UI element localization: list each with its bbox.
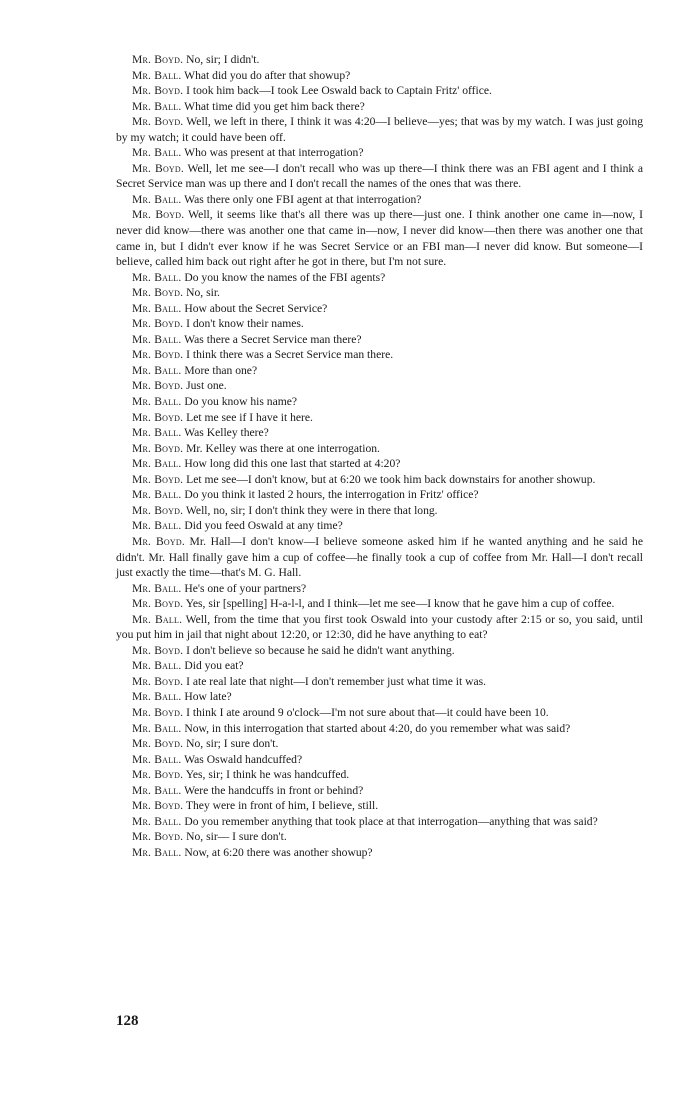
testimony-text: Let me see if I have it here. xyxy=(186,410,313,424)
speaker-label: Mr. Ball. xyxy=(132,519,182,533)
speaker-label: Mr. Ball. xyxy=(132,192,182,206)
testimony-text: Well, it seems like that's all there was up there—just one. I think another one came in—now, I never did know—there was another one that came in—now, I never did know—then there was another one that came in, but I didn't ever know if he was Secret Service or an FBI man—I never did know. But someone—I believe, called him back out right after he got in there, but I'm not sure. xyxy=(116,208,643,269)
speaker-label: Mr. Boyd. xyxy=(132,705,184,719)
transcript-paragraph xyxy=(116,581,643,597)
testimony-text: How long did this one last that started at 4:20? xyxy=(184,457,401,471)
speaker-label: Mr. Ball. xyxy=(132,488,182,502)
transcript-paragraph xyxy=(116,689,643,705)
testimony-text: Now, in this interrogation that started about 4:20, do you remember what was said? xyxy=(184,721,571,735)
testimony-text: Let me see—I don't know, but at 6:20 we took him back downstairs for another showup. xyxy=(186,472,596,486)
transcript-paragraph xyxy=(116,783,643,799)
page-number: 128 xyxy=(116,1013,139,1029)
transcript-paragraph xyxy=(116,410,643,426)
speaker-label: Mr. Boyd. xyxy=(132,737,184,751)
testimony-text: Just one. xyxy=(186,379,227,393)
speaker-label: Mr. Boyd. xyxy=(132,379,184,393)
speaker-label: Mr. Boyd. xyxy=(132,768,184,782)
speaker-label: Mr. Ball. xyxy=(132,301,182,315)
testimony-text: Who was present at that interrogation? xyxy=(184,146,364,160)
speaker-label: Mr. Boyd. xyxy=(132,317,184,331)
testimony-text: He's one of your partners? xyxy=(184,581,307,595)
transcript-paragraph xyxy=(116,316,643,332)
testimony-text: No, sir; I sure don't. xyxy=(186,737,279,751)
transcript-paragraph xyxy=(116,270,643,286)
transcript-paragraph xyxy=(116,643,643,659)
transcript-paragraph xyxy=(116,674,643,690)
testimony-text: I don't believe so because he said he didn't want anything. xyxy=(186,643,455,657)
testimony-text: What time did you get him back there? xyxy=(184,99,365,113)
speaker-label: Mr. Boyd. xyxy=(132,441,184,455)
transcript-paragraph xyxy=(116,161,643,192)
speaker-label: Mr. Boyd. xyxy=(132,115,184,129)
transcript-paragraph xyxy=(116,472,643,488)
transcript-paragraph xyxy=(116,456,643,472)
speaker-label: Mr. Boyd. xyxy=(132,84,184,98)
testimony-text: How late? xyxy=(184,690,232,704)
speaker-label: Mr. Boyd. xyxy=(132,161,184,175)
testimony-text: Were the handcuffs in front or behind? xyxy=(184,783,364,797)
testimony-text: I think I ate around 9 o'clock—I'm not sure about that—it could have been 10. xyxy=(186,705,549,719)
transcript-paragraph xyxy=(116,658,643,674)
transcript-paragraph xyxy=(116,814,643,830)
speaker-label: Mr. Ball. xyxy=(132,146,182,160)
testimony-text: Did you feed Oswald at any time? xyxy=(184,519,343,533)
transcript-paragraph xyxy=(116,503,643,519)
speaker-label: Mr. Boyd. xyxy=(132,503,184,517)
transcript-paragraph xyxy=(116,83,643,99)
transcript-paragraph xyxy=(116,285,643,301)
speaker-label: Mr. Ball. xyxy=(132,690,182,704)
transcript-paragraph xyxy=(116,192,643,208)
testimony-text: What did you do after that showup? xyxy=(184,68,351,82)
speaker-label: Mr. Boyd. xyxy=(132,597,184,611)
transcript-paragraph xyxy=(116,114,643,145)
testimony-text: Yes, sir; I think he was handcuffed. xyxy=(185,768,350,782)
speaker-label: Mr. Boyd. xyxy=(132,674,184,688)
speaker-label: Mr. Boyd. xyxy=(132,830,184,844)
testimony-text: No, sir. xyxy=(186,286,220,300)
speaker-label: Mr. Ball. xyxy=(132,659,182,673)
transcript-paragraph xyxy=(116,441,643,457)
testimony-text: Do you know the names of the FBI agents? xyxy=(184,270,386,284)
speaker-label: Mr. Boyd. xyxy=(132,799,184,813)
testimony-text: Was Kelley there? xyxy=(184,426,269,440)
testimony-text: How about the Secret Service? xyxy=(184,301,328,315)
transcript-paragraph xyxy=(116,721,643,737)
transcript-paragraph xyxy=(116,829,643,845)
speaker-label: Mr. Ball. xyxy=(132,845,182,859)
transcript-paragraph xyxy=(116,518,643,534)
testimony-text: Mr. Kelley was there at one interrogation. xyxy=(186,441,380,455)
transcript-paragraph xyxy=(116,736,643,752)
speaker-label: Mr. Boyd. xyxy=(132,53,184,66)
testimony-text: Well, from the time that you first took Oswald into your custody after 2:15 or so, you said, until you put him in jail that night about 12:20, or 12:30, did he have anything to eat? xyxy=(116,612,643,642)
testimony-text: Mr. Hall—I don't know—I believe someone asked him if he wanted anything and he said he didn't. Mr. Hall finally gave him a cup of coffee—he finally took a cup of coffee from Mr. Hall—I don't recall just exactly the time—that's M. G. Hall. xyxy=(116,534,643,580)
speaker-label: Mr. Ball. xyxy=(132,721,182,735)
transcript-paragraph xyxy=(116,332,643,348)
speaker-label: Mr. Ball. xyxy=(132,612,183,626)
transcript-paragraph xyxy=(116,845,643,861)
speaker-label: Mr. Ball. xyxy=(132,395,182,409)
speaker-label: Mr. Ball. xyxy=(132,68,182,82)
speaker-label: Mr. Ball. xyxy=(132,332,182,346)
transcript-paragraph xyxy=(116,378,643,394)
speaker-label: Mr. Boyd. xyxy=(132,208,185,222)
transcript-paragraph xyxy=(116,301,643,317)
speaker-label: Mr. Boyd. xyxy=(132,286,184,300)
transcript-paragraph xyxy=(116,798,643,814)
testimony-text: Do you think it lasted 2 hours, the interrogation in Fritz' office? xyxy=(184,488,479,502)
speaker-label: Mr. Ball. xyxy=(132,363,182,377)
speaker-label: Mr. Boyd. xyxy=(132,410,184,424)
transcript-paragraph xyxy=(116,487,643,503)
speaker-label: Mr. Ball. xyxy=(132,783,182,797)
transcript-paragraph xyxy=(116,99,643,115)
testimony-text: Well, we left in there, I think it was 4:20—I believe—yes; that was by my watch. I was just going by my watch; it could have been off. xyxy=(116,115,643,144)
testimony-text: Do you know his name? xyxy=(184,395,298,409)
transcript-paragraph xyxy=(116,767,643,783)
transcript-paragraph xyxy=(116,145,643,161)
transcript-paragraph xyxy=(116,612,643,643)
transcript-paragraph xyxy=(116,363,643,379)
testimony-text: They were in front of him, I believe, still. xyxy=(185,799,379,813)
testimony-text: I took him back—I took Lee Oswald back to Captain Fritz' office. xyxy=(186,84,492,98)
transcript-paragraph xyxy=(116,596,643,612)
testimony-text: I ate real late that night—I don't remember just what time it was. xyxy=(186,674,487,688)
speaker-label: Mr. Ball. xyxy=(132,99,182,113)
testimony-text: I think there was a Secret Service man there. xyxy=(186,348,394,362)
speaker-label: Mr. Ball. xyxy=(132,457,182,471)
testimony-text: More than one? xyxy=(184,363,258,377)
transcript-body xyxy=(116,52,643,860)
speaker-label: Mr. Ball. xyxy=(132,270,182,284)
testimony-text: No, sir— I sure don't. xyxy=(186,830,287,844)
testimony-text: Did you eat? xyxy=(184,659,244,673)
transcript-paragraph xyxy=(116,207,643,269)
testimony-text: Was Oswald handcuffed? xyxy=(184,752,303,766)
transcript-paragraph xyxy=(116,68,643,84)
transcript-paragraph xyxy=(116,347,643,363)
testimony-text: Yes, sir [spelling] H-a-l-l, and I think—let me see—I know that he gave him a cup of coffee. xyxy=(185,597,615,611)
speaker-label: Mr. Boyd. xyxy=(132,348,184,362)
transcript-paragraph xyxy=(116,52,643,68)
transcript-paragraph xyxy=(116,425,643,441)
testimony-text: Was there a Secret Service man there? xyxy=(184,332,362,346)
speaker-label: Mr. Boyd. xyxy=(132,472,184,486)
testimony-text: Was there only one FBI agent at that interrogation? xyxy=(184,192,422,206)
speaker-label: Mr. Boyd. xyxy=(132,643,184,657)
transcript-paragraph xyxy=(116,752,643,768)
testimony-text: Well, no, sir; I don't think they were in there that long. xyxy=(185,503,438,517)
testimony-text: I don't know their names. xyxy=(186,317,304,331)
transcript-paragraph xyxy=(116,534,643,581)
testimony-text: No, sir; I didn't. xyxy=(186,53,260,66)
testimony-text: Do you remember anything that took place at that interrogation—anything that was said? xyxy=(184,814,598,828)
speaker-label: Mr. Ball. xyxy=(132,814,182,828)
speaker-label: Mr. Ball. xyxy=(132,581,182,595)
speaker-label: Mr. Ball. xyxy=(132,426,182,440)
speaker-label: Mr. Boyd. xyxy=(132,534,185,548)
transcript-paragraph xyxy=(116,705,643,721)
testimony-text: Well, let me see—I don't recall who was up there—I think there was an FBI agent and I think a Secret Service man was up there and I don't recall the names of the ones that was there. xyxy=(116,161,643,191)
speaker-label: Mr. Ball. xyxy=(132,752,182,766)
testimony-text: Now, at 6:20 there was another showup? xyxy=(184,845,373,859)
transcript-paragraph xyxy=(116,394,643,410)
